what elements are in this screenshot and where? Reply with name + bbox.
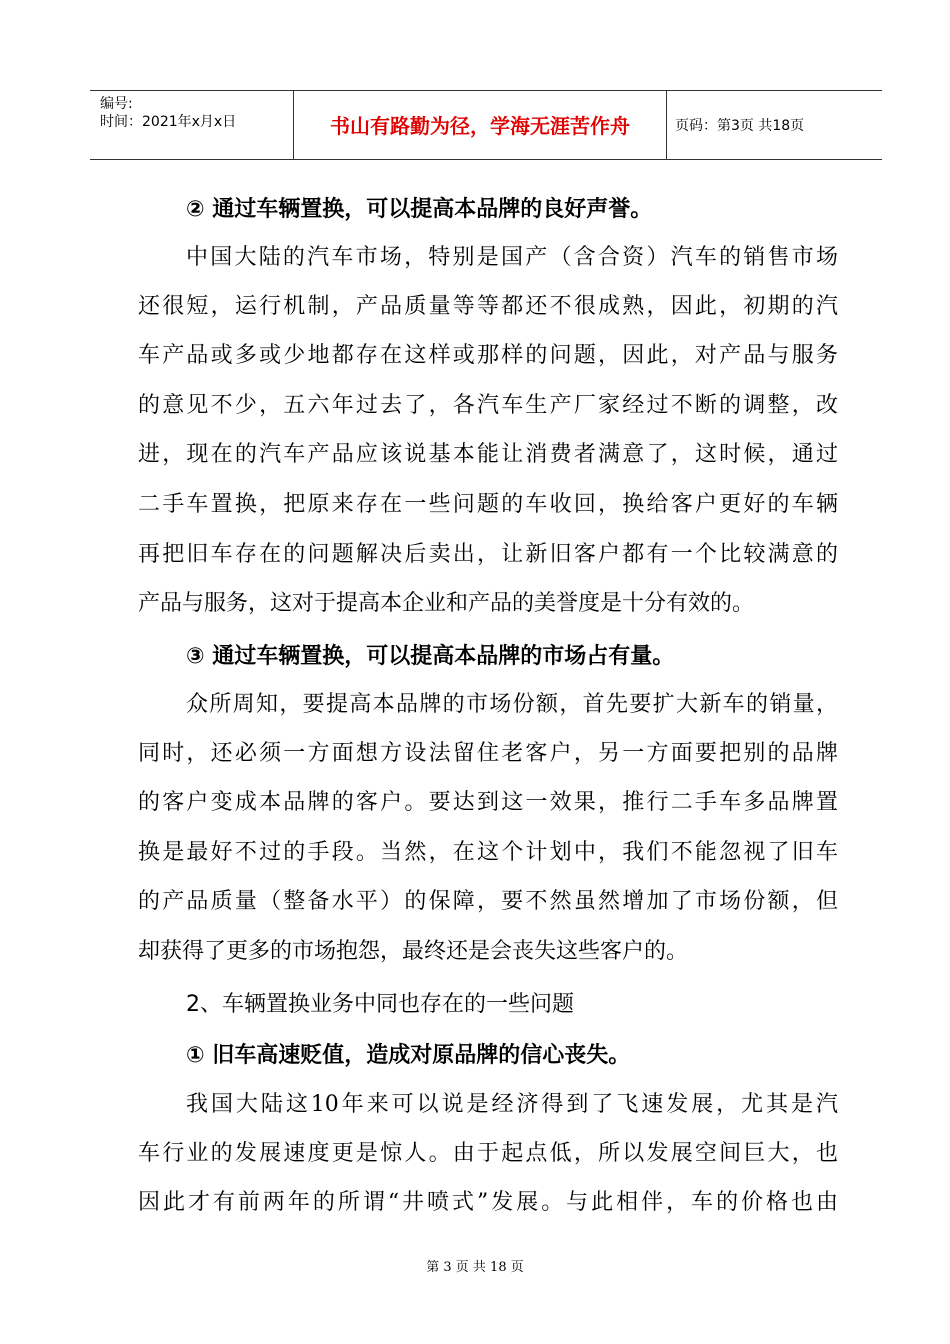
paragraph-line: 因此才有前两年的所谓“井喷式”发展。与此相伴，车的价格也由 [138,1190,838,1215]
paragraph-line: 进，现在的汽车产品应该说基本能让消费者满意了，这时候，通过 [138,442,838,467]
subheading-3: ③ 通过车辆置换，可以提高本品牌的市场占有量。 [186,644,675,669]
paragraph-line: 却获得了更多的市场抱怨，最终还是会丧失这些客户的。 [138,939,689,964]
subheading-1: ① 旧车高速贬值，造成对原品牌的信心丧失。 [186,1043,631,1068]
header-page-cell [667,91,882,159]
paragraph-line: 众所周知，要提高本品牌的市场份额，首先要扩大新车的销量， [186,692,838,717]
paragraph-line: 二手车置换，把原来存在一些问题的车收回，换给客户更好的车辆 [138,492,838,517]
subheading-2: ② 通过车辆置换，可以提高本品牌的良好声誉。 [186,197,653,222]
paragraph-line: 车行业的发展速度更是惊人。由于起点低，所以发展空间巨大，也 [138,1141,838,1166]
section-heading-2: 2、车辆置换业务中同也存在的一些问题 [186,992,574,1017]
paragraph-line: 换是最好不过的手段。当然，在这个计划中，我们不能忽视了旧车 [138,840,838,865]
paragraph-line: 我国大陆这10年来可以说是经济得到了飞速发展，尤其是汽 [186,1092,838,1117]
header-page-info: 页码：第3页 共18页 [675,118,805,134]
paragraph-line: 还很短，运行机制，产品质量等等都还不很成熟，因此，初期的汽 [138,294,838,319]
header-motto: 书山有路勤为径，学海无涯苦作舟 [330,114,630,138]
document-number-label: 编号: [100,96,133,112]
paragraph-line: 产品与服务，这对于提高本企业和产品的美誉度是十分有效的。 [138,591,755,616]
page-footer: 第 3 页 共 18 页 [426,1260,524,1275]
paragraph-line: 车产品或多或少地都存在这样或那样的问题，因此，对产品与服务 [138,343,838,368]
paragraph-line: 同时，还必须一方面想方设法留住老客户，另一方面要把别的品牌 [138,741,838,766]
paragraph-line: 的意见不少，五六年过去了，各汽车生产厂家经过不断的调整，改 [138,393,838,418]
header-motto-cell [294,91,667,159]
paragraph-line: 的客户变成本品牌的客户。要达到这一效果，推行二手车多品牌置 [138,790,838,815]
document-time-label: 时间：2021年x月x日 [100,114,237,130]
paragraph-line: 再把旧车存在的问题解决后卖出，让新旧客户都有一个比较满意的 [138,542,838,567]
paragraph-line: 中国大陆的汽车市场，特别是国产（含合资）汽车的销售市场 [186,245,838,270]
paragraph-line: 的产品质量（整备水平）的保障，要不然虽然增加了市场份额，但 [138,889,838,914]
header-info-cell [90,91,294,159]
page-header [90,90,882,160]
